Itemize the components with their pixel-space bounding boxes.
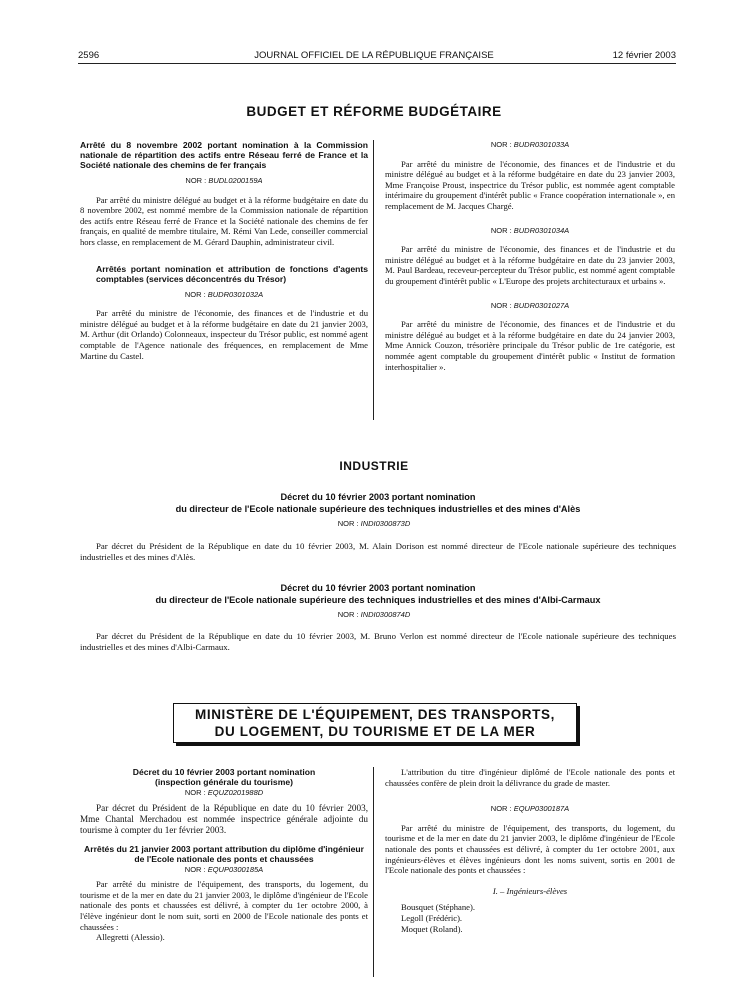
decree-body: Par arrêté du ministre de l'économie, des finances et de l'industrie et du ministre délégué au budget et à la réforme budgétaire en date du 23 janvier 2003, M. Paul Bardeau, receveur-percepteur du Trésor public, est nommé agent comptable du groupement d'intérêt public « L'Europe des projets architecturaux et urbains ». [385, 244, 675, 286]
budget-right-column [385, 140, 675, 372]
decree-body: Par décret du Président de la République en date du 10 février 2003, M. Bruno Verlon est nommé directeur de l'Ecole nationale supérieure des techniques industrielles et des mines d'Albi-Carmaux. [80, 631, 676, 652]
nor-reference: NOR : EQUP0300185A [184, 864, 264, 874]
graduate-list [385, 902, 675, 934]
list-item: Bousquet (Stéphane). [401, 902, 475, 913]
nor-reference: NOR : INDI0300874D [337, 610, 411, 619]
page-number: 2596 [78, 50, 100, 61]
column-divider [373, 767, 374, 977]
nor-reference: NOR : EQUZ0201988D [184, 788, 264, 797]
decree-body: Par décret du Président de la République en date du 10 février 2003, M. Alain Dorison est nommé directeur de l'Ecole nationale supérieure des techniques industrielles et des mines d'Alès. [80, 541, 676, 562]
equipement-left-column [80, 767, 368, 943]
ministry-heading-box [173, 703, 577, 743]
decree-title: Arrêtés du 21 janvier 2003 portant attribution du diplôme d'ingénieur de l'Ecole nationale des ponts et chaussées [84, 843, 364, 864]
column-divider [373, 140, 374, 420]
equipement-right-column [385, 767, 675, 934]
ministry-heading-line: MINISTÈRE DE L'ÉQUIPEMENT, DES TRANSPORTS, [195, 707, 555, 722]
decree-title: (inspection générale du tourisme) [155, 777, 293, 787]
issue-date: 12 février 2003 [612, 50, 676, 61]
decree-body: Par arrêté du ministre délégué au budget et à la réforme budgétaire en date du 8 novembre 2002, est nommé membre de la Commission nationale de répartition des actifs entre Réseau ferré de France et la Société nationale des chemins de fer français, en qualité de membre titulaire, M. Rémi Van Lede, conseiller commercial hors classe, en remplacement de M. Gérard Dauphin, administrateur civil. [80, 194, 368, 247]
section-heading-budget: BUDGET ET RÉFORME BUDGÉTAIRE [246, 104, 502, 119]
budget-left-column [80, 140, 368, 361]
decree-body: Par arrêté du ministre de l'économie, des finances et de l'industrie et du ministre délégué au budget et à la réforme budgétaire en date du 24 janvier 2003, Mme Annick Couzon, trésorière principale du Trésor public de 1re catégorie, est nommée agent comptable du groupement d'intérêt public « Institut de formation interhospitalier ». [385, 319, 675, 372]
decree-title: Décret du 10 février 2003 portant nomination [280, 492, 476, 502]
list-item: Moquet (Roland). [401, 923, 463, 934]
decree-body: Par arrêté du ministre de l'équipement, des transports, du logement, du tourisme et de la mer en date du 21 janvier 2003, le diplôme d'ingénieur de l'Ecole nationale des ponts et chaussées est délivré, à compter du 1er octobre 2001, aux ingénieurs-élèves et élèves ingénieurs dont les noms suivent, sortis en 2001 de l'Ecole nationale des ponts et chaussées : [385, 822, 675, 876]
graduate-name: Allegretti (Alessio). [96, 932, 165, 943]
nor-reference: NOR : BUDR0301034A [490, 225, 570, 235]
decree-title: Arrêtés portant nomination et attribution de fonctions d'agents comptables (services déconcentrés du Trésor) [96, 263, 368, 284]
nor-reference: NOR : EQUP0300187A [490, 804, 570, 814]
decree-title: du directeur de l'Ecole nationale supérieure des techniques industrielles et des mines d'Alès [175, 504, 581, 514]
decree-body: L'attribution du titre d'ingénieur diplômé de l'Ecole nationale des ponts et chaussées confère de plein droit la délivrance du grade de master. [385, 767, 675, 788]
nor-reference: NOR : BUDR0301033A [490, 140, 570, 149]
decree-body: Par arrêté du ministre de l'économie, des finances et de l'industrie et du ministre délégué au budget et à la réforme budgétaire en date du 23 janvier 2003, Mme Françoise Proust, inspectrice du Trésor public, est nommée agent comptable intérimaire du groupement d'intérêt public « France coopération internationale », en remplacement de M. Jacques Chargé. [385, 158, 675, 211]
decree-title: du directeur de l'Ecole nationale supérieure des techniques industrielles et des mines d'Albi-Carmaux [155, 595, 601, 605]
decree-body: Par arrêté du ministre de l'équipement, des transports, du logement, du tourisme et de la mer en date du 21 janvier 2003, le diplôme d'ingénieur de l'Ecole nationale des ponts et chaussées est délivré, à compter du 1er octobre 2000, à l'élève ingénieur dont le nom suit, sorti en 2000 de l'Ecole nationale des ponts et chaussées : [80, 879, 368, 932]
list-item: Legoll (Frédéric). [401, 912, 463, 923]
nor-reference: NOR : INDI0300873D [337, 519, 411, 528]
ministry-heading-line: DU LOGEMENT, DU TOURISME ET DE LA MER [214, 724, 536, 739]
decree-body: Par décret du Président de la République en date du 10 février 2003, Mme Chantal Merchadou est nommée inspectrice générale adjointe du tourisme à compter du 1er février 2003. [80, 802, 368, 835]
journal-title: JOURNAL OFFICIEL DE LA RÉPUBLIQUE FRANÇAISE [254, 50, 494, 61]
nor-reference: NOR : BUDL0200159A [185, 176, 263, 185]
header-rule [78, 63, 676, 64]
decree-body: Par arrêté du ministre de l'économie, des finances et de l'industrie et du ministre délégué au budget et à la réforme budgétaire en date du 21 janvier 2003, M. Arthur (dit Orlando) Colonneaux, inspecteur du Trésor public, est nommé agent comptable de l'Agence nationale des fréquences, en remplacement de Mme Martine du Castel. [80, 308, 368, 361]
nor-reference: NOR : BUDR0301032A [184, 289, 264, 299]
decree-title: Décret du 10 février 2003 portant nomination [280, 583, 476, 593]
list-heading: I. – Ingénieurs-élèves [492, 885, 568, 896]
decree-title: Décret du 10 février 2003 portant nomination [132, 767, 316, 777]
decree-title: Arrêté du 8 novembre 2002 portant nomination à la Commission nationale de répartition des actifs entre Réseau ferré de France et la Société nationale des chemins de fer français [80, 140, 368, 170]
nor-reference: NOR : BUDR0301027A [490, 300, 570, 310]
section-heading-industrie: INDUSTRIE [339, 459, 409, 473]
